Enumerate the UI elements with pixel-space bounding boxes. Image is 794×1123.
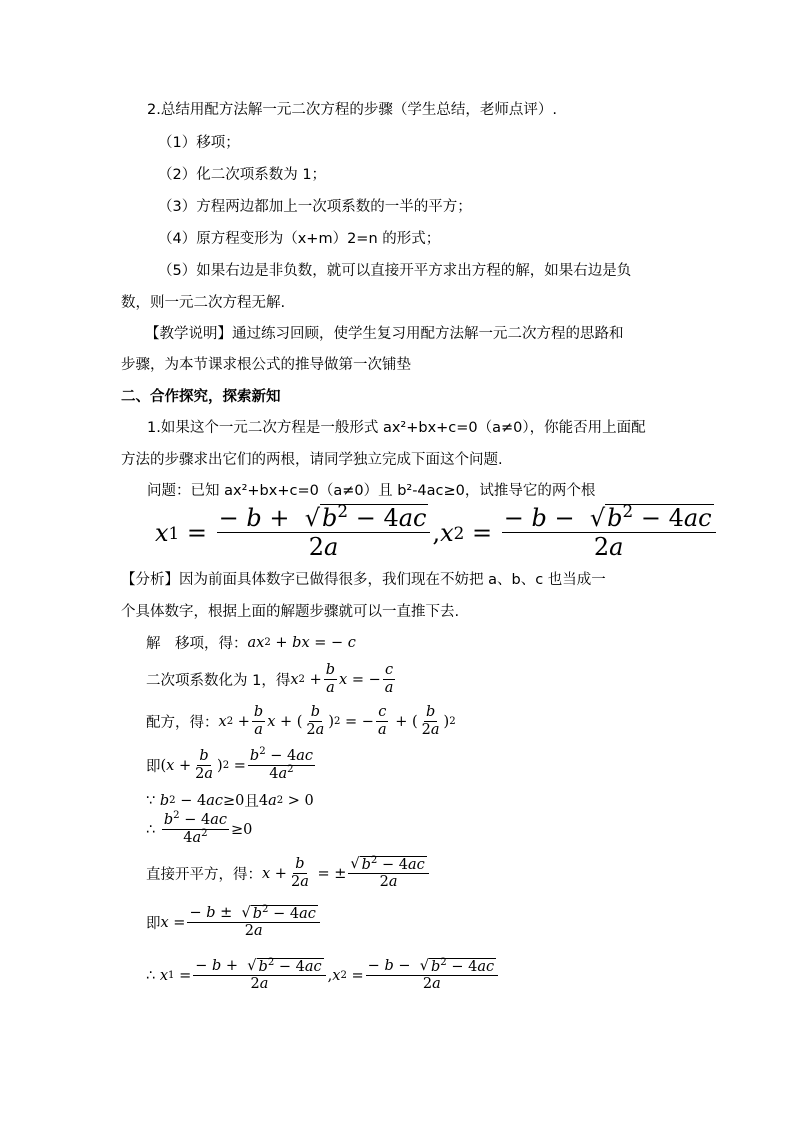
derivation-step-roots: ∴ x 1 = − b + √ $b^2 - 4ac$ 2a , x 2 = − b − √ $b^2 - 4ac$ 2a	[146, 958, 500, 993]
derivation-step-move-terms: 解 移项，得： ax 2 + bx = − c	[146, 632, 356, 653]
derivation-label: ∴	[146, 821, 156, 838]
derivation-step-square-form: 即 ( x + $\frac{b}{2a}$ ) 2 = $\frac{b^2 - 4ac}{4a^2}$	[146, 746, 314, 782]
derivation-step-complete-square: 配方，得： x 2 + $\frac{b}{a}$ x + ( $\frac{b}{2a}$ ) 2 = − $\frac{c}{a}$ + ( $\frac{b}{2a}$ ) 2	[146, 704, 456, 738]
analysis-line-1: 【分析】因为前面具体数字已做得很多，我们现在不妨把 a、b、c 也当成一	[121, 572, 606, 588]
derivation-step-square-root: 直接开平方，得： x + $\frac{b}{2a}$ = ± √ $b^2 - 4ac$ 2a	[146, 856, 431, 891]
step-3: （3）方程两边都加上一次项系数的一半的平方；	[158, 199, 472, 215]
teaching-note-line-2: 步骤，为本节课求根公式的推导做第一次铺垫	[121, 357, 411, 373]
derivation-label: 二次项系数化为 1，得	[146, 673, 291, 689]
step-1: （1）移项；	[158, 135, 240, 151]
paragraph-summary-title: 2.总结用配方法解一元二次方程的步骤（学生总结，老师点评）.	[147, 102, 557, 118]
step-2: （2）化二次项系数为 1；	[158, 167, 327, 183]
question-line-2: 方法的步骤求出它们的两根，请同学独立完成下面这个问题.	[121, 452, 503, 468]
step-5-line-2: 数，则一元二次方程无解.	[121, 295, 286, 311]
derivation-label: ∵	[146, 792, 156, 809]
quadratic-formula-display: x 1 = − b + √ $b^2 - 4ac$ 2a , x 2 = − b − √ $b^2 - 4ac$ 2a	[155, 504, 718, 561]
derivation-label: ∴	[146, 967, 156, 984]
step-4: （4）原方程变形为（x+m）2=n 的形式；	[158, 231, 441, 247]
derivation-step-condition: ∵ b 2 − 4 ac ≥0 且 4 a 2 > 0	[146, 790, 314, 811]
derivation-label: 且	[244, 794, 259, 810]
derivation-label: 即	[146, 759, 161, 775]
teaching-note-line-1: 【教学说明】通过练习回顾，使学生复习用配方法解一元二次方程的思路和	[145, 326, 624, 342]
derivation-step-solve-x: 即 x = − b ± √ $b^2 - 4ac$ 2a	[146, 905, 322, 940]
question-line-1: 1.如果这个一元二次方程是一般形式 ax²+bx+c=0（a≠0），你能否用上面配	[147, 420, 646, 436]
derivation-label: 即	[146, 916, 161, 932]
derivation-step-nonnegative: ∴ $\frac{b^2 - 4ac}{4a^2}$ ≥0	[146, 810, 253, 846]
analysis-line-2: 个具体数字，根据上面的解题步骤就可以一直推下去.	[121, 604, 460, 620]
derivation-label: 直接开平方，得：	[146, 867, 262, 883]
derivation-label: 解 移项，得：	[146, 636, 248, 652]
derivation-step-normalize: 二次项系数化为 1，得 x 2 + $\frac{b}{a}$ x = − $\frac{c}{a}$	[146, 662, 394, 696]
section-heading: 二、合作探究，探索新知	[121, 389, 281, 405]
derivation-label: 配方，得：	[146, 715, 219, 731]
step-5-line-1: （5）如果右边是非负数，就可以直接开平方求出方程的解，如果右边是负	[158, 263, 632, 279]
problem-statement: 问题：已知 ax²+bx+c=0（a≠0）且 b²-4ac≥0，试推导它的两个根	[147, 483, 596, 499]
